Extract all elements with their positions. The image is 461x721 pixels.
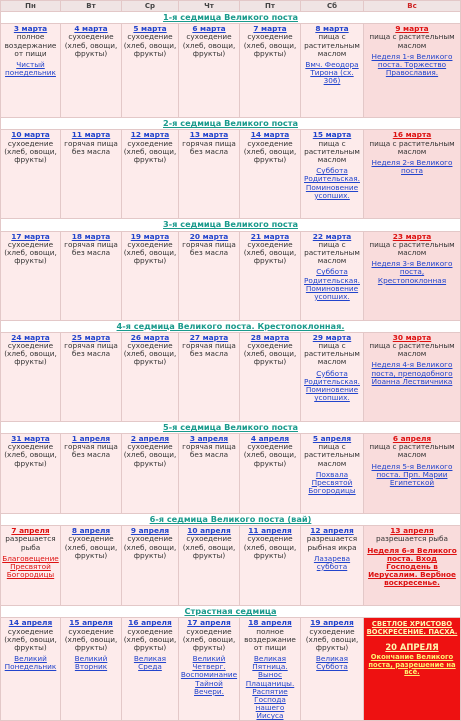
day-date-link[interactable]: 24 марта [11, 332, 50, 342]
week-title[interactable]: 3-я седмица Великого поста [163, 219, 298, 230]
day-date-link[interactable]: 13 апреля [390, 526, 434, 536]
day-food-rule: сухоедение (хлеб, овощи, фрукты) [4, 626, 57, 652]
day-note-link[interactable]: Неделя 2-я Великого поста [371, 158, 453, 176]
day-date-link[interactable]: 10 марта [11, 130, 50, 140]
day-cell [61, 332, 122, 421]
week-days-row [1, 526, 461, 606]
day-food-rule: горячая пища без масла [182, 138, 236, 156]
day-note-link[interactable]: Великий Вторник [74, 654, 108, 672]
day-cell [122, 433, 179, 513]
day-food-rule: сухоедение (хлеб, овощи, фрукты) [243, 341, 297, 367]
day-cell [179, 24, 240, 118]
easter-date[interactable]: 20 АПРЕЛЯ [385, 641, 439, 652]
week-title-cell [1, 320, 461, 332]
week-header-row [1, 421, 461, 433]
day-food-rule: горячая пища без масла [64, 442, 118, 460]
day-note-link[interactable]: Великая Среда [133, 654, 167, 672]
day-food-rule: сухоедение (хлеб, овощи, фрукты) [305, 626, 359, 652]
week-days-row [1, 618, 461, 721]
day-date-link[interactable]: 30 марта [392, 332, 432, 342]
day-food-rule: сухоедение (хлеб, овощи, фрукты) [4, 138, 57, 164]
day-food-rule: пища с растительным маслом [304, 138, 360, 164]
day-cell [179, 433, 240, 513]
day-date-link[interactable]: 14 марта [250, 130, 290, 140]
day-cell [61, 130, 122, 219]
day-cell [301, 231, 364, 320]
day-food-rule: сухоедение (хлеб, овощи, фрукты) [243, 32, 297, 58]
day-date-link[interactable]: 6 апреля [392, 433, 432, 443]
week-title-cell [1, 219, 461, 231]
week-title-cell [1, 12, 461, 24]
day-date-link[interactable]: 11 марта [71, 130, 111, 140]
weekday-sun: Вс [364, 1, 461, 12]
day-note-link[interactable]: Великая Пятница. Вынос Плащаницы. Распятие Господа нашего Иисуса [245, 654, 295, 721]
week-header-row [1, 513, 461, 525]
week-header-row [1, 219, 461, 231]
day-date-link[interactable]: 5 марта [133, 24, 167, 34]
day-date-link[interactable]: 10 апреля [187, 526, 231, 536]
week-title[interactable]: 6-я седмица Великого поста (вай) [149, 513, 312, 524]
day-cell [240, 130, 301, 219]
weekday-tue: Вт [61, 1, 122, 12]
day-food-rule: сухоедение (хлеб, овощи, фрукты) [243, 442, 297, 468]
weekday-thu: Чт [179, 1, 240, 12]
day-date-link[interactable]: 26 марта [130, 332, 170, 342]
day-cell [122, 130, 179, 219]
day-date-link[interactable]: 3 апреля [189, 433, 229, 443]
day-date-link[interactable]: 18 апреля [248, 618, 292, 628]
easter-title[interactable]: СВЕТЛОЕ ХРИСТОВО ВОСКРЕСЕНИЕ. ПАСХА. [366, 620, 458, 636]
day-note-link[interactable]: Неделя 5-я Великого поста. Прп. Марии Египетской [371, 461, 453, 487]
day-cell [179, 332, 240, 421]
day-cell [61, 24, 122, 118]
day-food-rule: пища с растительным маслом [304, 32, 360, 58]
day-note-link[interactable]: Суббота Родительская. Поминовение усопших. [304, 166, 360, 200]
day-date-link[interactable]: 23 марта [392, 231, 432, 241]
day-cell [179, 231, 240, 320]
day-cell [1, 332, 61, 421]
day-cell [1, 526, 61, 606]
week-days-row [1, 433, 461, 513]
day-food-rule: сухоедение (хлеб, овощи, фрукты) [182, 32, 236, 58]
day-date-link[interactable]: 6 марта [192, 24, 226, 34]
week-days-row [1, 231, 461, 320]
day-date-link[interactable]: 27 марта [189, 332, 229, 342]
day-food-rule: сухоедение (хлеб, овощи, фрукты) [123, 239, 177, 266]
day-note-link[interactable]: Вмч. Феодора Тирона (сх. 306) [305, 59, 359, 86]
easter-cell [364, 618, 461, 721]
day-cell [364, 130, 461, 219]
day-date-link[interactable]: 7 марта [253, 24, 287, 34]
day-date-link[interactable]: 28 марта [250, 332, 290, 342]
day-cell [61, 231, 122, 320]
day-cell [364, 332, 461, 421]
week-header-row [1, 12, 461, 24]
day-note-link[interactable]: Великий Понедельник [4, 654, 57, 672]
day-note-link[interactable]: Неделя 3-я Великого поста, Крестопоклонная [371, 259, 453, 285]
day-date-link[interactable]: 2 апреля [130, 433, 170, 443]
day-cell [122, 332, 179, 421]
week-title[interactable]: 4-я седмица Великого поста. Крестопоклонная. [116, 320, 345, 331]
day-date-link[interactable]: 15 марта [312, 130, 352, 140]
day-note-link[interactable]: Благовещение Пресвятой Богородицы [2, 553, 59, 580]
day-food-rule: горячая пища без масла [182, 442, 236, 460]
week-days-row [1, 332, 461, 421]
day-note-link[interactable]: Великая Суббота [315, 654, 349, 672]
day-date-link[interactable]: 5 апреля [312, 433, 352, 443]
day-date-link[interactable]: 13 марта [189, 130, 229, 140]
day-date-link[interactable]: 21 марта [250, 231, 290, 241]
day-note-link[interactable]: Чистый понедельник [5, 59, 56, 78]
day-cell [301, 433, 364, 513]
day-note-link[interactable]: Лазарева суббота [313, 553, 351, 571]
weekday-wed: Ср [122, 1, 179, 12]
day-date-link[interactable]: 25 марта [71, 332, 111, 342]
day-cell [240, 618, 301, 721]
day-cell [240, 433, 301, 513]
week-title[interactable]: 2-я седмица Великого поста [163, 118, 298, 129]
day-date-link[interactable]: 16 марта [392, 130, 432, 140]
day-date-link[interactable]: 1 апреля [71, 433, 111, 443]
day-date-link[interactable]: 4 марта [74, 24, 108, 34]
day-note-link[interactable]: Неделя 1-я Великого поста. Торжество Православия. [371, 51, 453, 78]
day-date-link[interactable]: 8 марта [315, 24, 349, 34]
day-date-link[interactable]: 12 марта [130, 130, 170, 140]
day-cell [179, 618, 240, 721]
day-food-rule: пища с растительным маслом [369, 442, 455, 460]
day-cell [1, 24, 61, 118]
day-cell [301, 332, 364, 421]
week-title-cell [1, 118, 461, 130]
day-cell [364, 24, 461, 118]
week-title-cell [1, 513, 461, 525]
day-date-link[interactable]: 3 марта [13, 24, 48, 34]
day-food-rule: пища с растительным маслом [369, 32, 455, 50]
day-food-rule: сухоедение (хлеб, овощи, фрукты) [243, 138, 297, 164]
day-cell [364, 526, 461, 606]
week-title-cell [1, 606, 461, 618]
day-food-rule: горячая пища без масла [64, 138, 118, 156]
day-cell [61, 526, 122, 606]
day-cell [364, 433, 461, 513]
week-header-row [1, 606, 461, 618]
day-food-rule: разрешается рыбная икра [306, 534, 358, 552]
day-date-link[interactable]: 4 апреля [250, 433, 290, 443]
day-food-rule: сухоедение (хлеб, овощи, фрукты) [123, 534, 177, 560]
day-date-link[interactable]: 12 апреля [310, 526, 354, 536]
day-date-link[interactable]: 14 апреля [8, 618, 53, 628]
day-note-link[interactable]: Великий Четверг. Воспоминание Тайной Вечери. [180, 654, 238, 696]
day-food-rule: разрешается рыба [5, 534, 56, 552]
day-food-rule: пища с растительным маслом [304, 341, 360, 367]
day-date-link[interactable]: 15 апреля [69, 618, 113, 628]
day-food-rule: горячая пища без масла [64, 341, 118, 359]
day-date-link[interactable]: 29 марта [312, 332, 352, 342]
day-cell [1, 130, 61, 219]
day-cell [179, 130, 240, 219]
day-food-rule: сухоедение (хлеб, овощи, фрукты) [4, 239, 57, 266]
day-note-link[interactable]: Неделя 6-я Великого поста. Вход Господень в Иерусалим. Вербное воскресенье. [367, 545, 457, 588]
week-header-row [1, 118, 461, 130]
week-title[interactable]: Страстная седмица [184, 606, 277, 617]
day-cell [1, 231, 61, 320]
weekday-fri: Пт [240, 1, 301, 12]
day-cell [61, 433, 122, 513]
day-food-rule: сухоедение (хлеб, овощи, фрукты) [4, 341, 57, 367]
day-date-link[interactable]: 19 марта [130, 231, 170, 241]
week-title-cell [1, 421, 461, 433]
day-cell [122, 618, 179, 721]
day-food-rule: пища с растительным маслом [369, 341, 455, 359]
day-date-link[interactable]: 8 апреля [71, 526, 111, 536]
easter-note[interactable]: Окончание Великого поста, разрешение на всё. [368, 652, 456, 677]
day-food-rule: сухоедение (хлеб, овощи, фрукты) [123, 138, 177, 164]
day-food-rule: пища с растительным маслом [369, 138, 455, 156]
day-food-rule: полное воздержание от пищи [4, 32, 57, 58]
day-date-link[interactable]: 17 марта [11, 231, 50, 241]
day-date-link[interactable]: 11 апреля [248, 526, 292, 536]
day-food-rule: сухоедение (хлеб, овощи, фрукты) [182, 626, 236, 652]
day-date-link[interactable]: 9 апреля [130, 526, 170, 536]
day-note-link[interactable]: Неделя 4-я Великого поста, преподобного Иоанна Лествичника [371, 360, 453, 386]
day-food-rule: горячая пища без масла [64, 239, 118, 258]
week-header-row [1, 320, 461, 332]
day-food-rule: сухоедение (хлеб, овощи, фрукты) [182, 534, 236, 560]
day-date-link[interactable]: 18 марта [71, 231, 111, 241]
day-date-link[interactable]: 16 апреля [128, 618, 172, 628]
day-note-link[interactable]: Похвала Пресвятой Богородицы [308, 469, 356, 496]
day-food-rule: сухоедение (хлеб, овощи, фрукты) [123, 341, 177, 367]
day-food-rule: пища с растительным маслом [369, 239, 455, 258]
week-title[interactable]: 1-я седмица Великого поста [163, 12, 298, 22]
day-cell [122, 231, 179, 320]
day-food-rule: горячая пища без масла [182, 341, 236, 359]
day-food-rule: сухоедение (хлеб, овощи, фрукты) [123, 442, 177, 468]
day-food-rule: сухоедение (хлеб, овощи, фрукты) [64, 534, 118, 560]
day-cell [122, 24, 179, 118]
day-food-rule: полное воздержание от пищи [244, 626, 296, 652]
day-cell [364, 231, 461, 320]
weekday-mon: Пн [1, 1, 61, 12]
day-cell [240, 526, 301, 606]
day-cell [61, 618, 122, 721]
day-food-rule: пища с растительным маслом [304, 239, 360, 266]
weekday-sat: Сб [301, 1, 364, 12]
week-title[interactable]: 5-я седмица Великого поста [163, 421, 298, 432]
day-date-link[interactable]: 31 марта [11, 433, 50, 443]
day-food-rule: пища с растительным маслом [304, 442, 360, 468]
day-cell [240, 24, 301, 118]
day-cell [179, 526, 240, 606]
day-cell [301, 618, 364, 721]
day-cell [301, 24, 364, 118]
day-note-link[interactable]: Суббота Родительская. Поминовение усопших. [304, 267, 360, 301]
day-food-rule: сухоедение (хлеб, овощи, фрукты) [64, 626, 118, 652]
day-cell [240, 332, 301, 421]
day-food-rule: горячая пища без масла [182, 239, 236, 258]
day-food-rule: сухоедение (хлеб, овощи, фрукты) [64, 32, 118, 58]
day-food-rule: сухоедение (хлеб, овощи, фрукты) [123, 32, 177, 58]
day-date-link[interactable]: 7 апреля [11, 526, 50, 536]
day-cell [240, 231, 301, 320]
day-cell [301, 130, 364, 219]
day-food-rule: сухоедение (хлеб, овощи, фрукты) [243, 534, 297, 560]
day-food-rule: сухоедение (хлеб, овощи, фрукты) [4, 442, 57, 468]
day-date-link[interactable]: 22 марта [312, 231, 352, 241]
weekday-header-row [1, 1, 461, 12]
day-date-link[interactable]: 20 марта [189, 231, 229, 241]
day-date-link[interactable]: 17 апреля [187, 618, 231, 628]
day-cell [1, 433, 61, 513]
week-days-row [1, 130, 461, 219]
day-food-rule: сухоедение (хлеб, овощи, фрукты) [123, 626, 177, 652]
day-date-link[interactable]: 19 апреля [310, 618, 354, 628]
day-cell [301, 526, 364, 606]
week-days-row [1, 24, 461, 118]
day-cell [1, 618, 61, 721]
day-date-link[interactable]: 9 марта [395, 24, 429, 34]
day-food-rule: разрешается рыба [375, 534, 449, 544]
day-cell [122, 526, 179, 606]
day-note-link[interactable]: Суббота Родительская. Поминовение усопших. [304, 368, 360, 403]
day-food-rule: сухоедение (хлеб, овощи, фрукты) [243, 239, 297, 266]
